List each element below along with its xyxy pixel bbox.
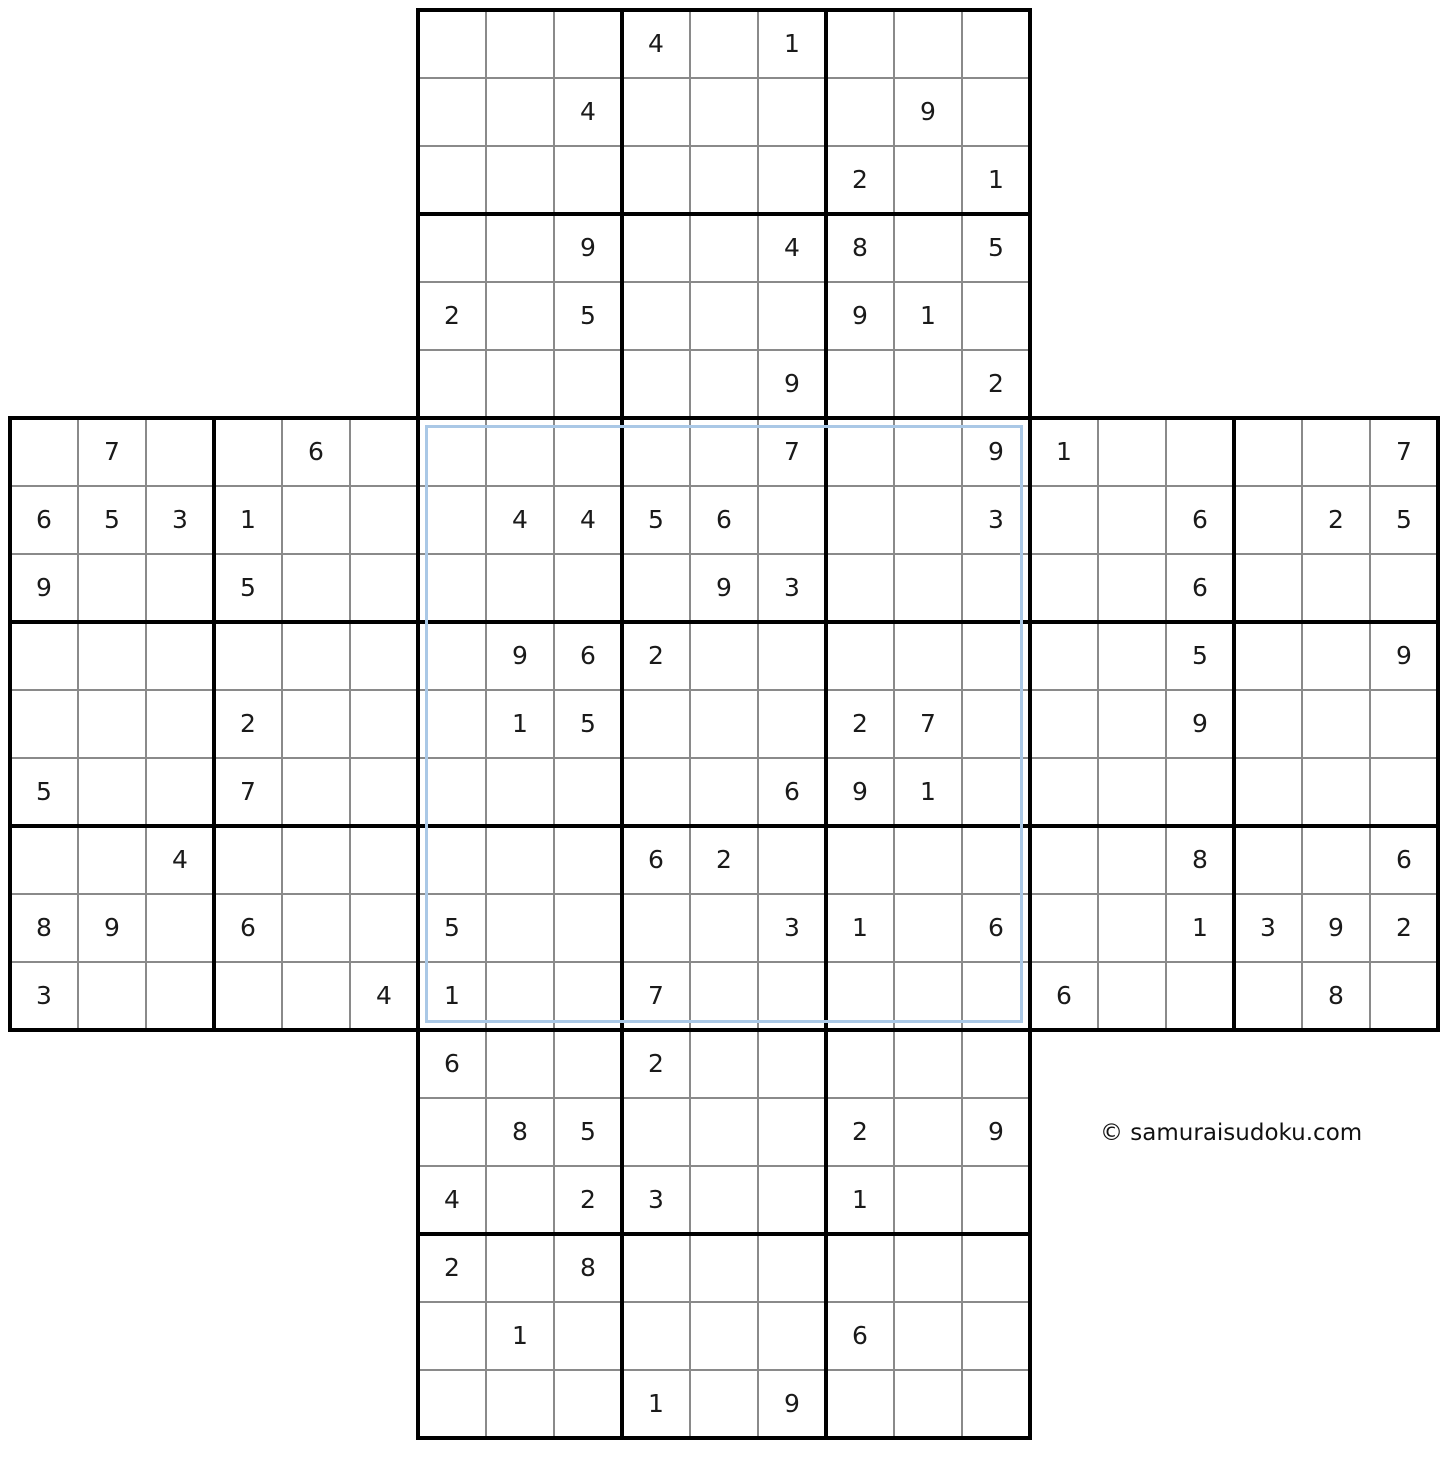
cell-r2-c7[interactable]: [418, 78, 486, 146]
cell-r9-c7[interactable]: [418, 554, 486, 622]
given-digit: 6: [308, 437, 324, 466]
cell-r21-c13[interactable]: [826, 1370, 894, 1438]
cell-r10-c19[interactable]: [1234, 622, 1302, 690]
cell-r15-c3[interactable]: [146, 962, 214, 1030]
cell-r10-c12[interactable]: [758, 622, 826, 690]
cell-r6-c13[interactable]: [826, 350, 894, 418]
cell-r1-c8[interactable]: [486, 10, 554, 78]
cell-r13-c8[interactable]: [486, 826, 554, 894]
cell-r12-c5[interactable]: [282, 758, 350, 826]
cell-r4-c11[interactable]: [690, 214, 758, 282]
given-digit: 7: [648, 981, 664, 1010]
cell-r10-c4[interactable]: [214, 622, 282, 690]
cell-r6-c9[interactable]: [554, 350, 622, 418]
given-digit: 6: [36, 505, 52, 534]
cell-r14-c5[interactable]: [282, 894, 350, 962]
cell-r21-c15[interactable]: [962, 1370, 1030, 1438]
cell-r9-c2[interactable]: [78, 554, 146, 622]
cell-r11-c17[interactable]: [1098, 690, 1166, 758]
cell-r5-c10[interactable]: [622, 282, 690, 350]
cell-r17-c7[interactable]: [418, 1098, 486, 1166]
cell-r16-c13[interactable]: [826, 1030, 894, 1098]
cell-r20-c15[interactable]: [962, 1302, 1030, 1370]
cell-r19-c10[interactable]: [622, 1234, 690, 1302]
given-digit: 9: [852, 777, 868, 806]
given-digit: 9: [1328, 913, 1344, 942]
cell-r19-c15[interactable]: [962, 1234, 1030, 1302]
given-digit: 2: [852, 1117, 868, 1146]
cell-r10-c16[interactable]: [1030, 622, 1098, 690]
cell-r16-c8[interactable]: [486, 1030, 554, 1098]
cell-r12-c21[interactable]: [1370, 758, 1438, 826]
cell-r12-c7[interactable]: [418, 758, 486, 826]
cell-r12-c11[interactable]: [690, 758, 758, 826]
given-digit: 3: [784, 573, 800, 602]
cell-r10-c2[interactable]: [78, 622, 146, 690]
cell-r13-c6[interactable]: [350, 826, 418, 894]
cell-r9-c10[interactable]: [622, 554, 690, 622]
cell-r10-c3[interactable]: [146, 622, 214, 690]
cell-r11-c19[interactable]: [1234, 690, 1302, 758]
given-digit: 3: [36, 981, 52, 1010]
cell-r5-c11[interactable]: [690, 282, 758, 350]
given-digit: 2: [1328, 505, 1344, 534]
given-digit: 5: [444, 913, 460, 942]
given-digit: 5: [1192, 641, 1208, 670]
given-digit: 3: [988, 505, 1004, 534]
cell-r19-c14[interactable]: [894, 1234, 962, 1302]
cell-r18-c14[interactable]: [894, 1166, 962, 1234]
given-digit: 8: [852, 233, 868, 262]
cell-r5-c8[interactable]: [486, 282, 554, 350]
given-digit: 3: [172, 505, 188, 534]
given-digit: 8: [36, 913, 52, 942]
cell-r8-c19[interactable]: [1234, 486, 1302, 554]
given-digit: 3: [648, 1185, 664, 1214]
cell-r13-c9[interactable]: [554, 826, 622, 894]
given-digit: 2: [1396, 913, 1412, 942]
given-digit: 9: [512, 641, 528, 670]
cell-r6-c7[interactable]: [418, 350, 486, 418]
cell-r3-c11[interactable]: [690, 146, 758, 214]
given-digit: 9: [1396, 641, 1412, 670]
cell-r6-c8[interactable]: [486, 350, 554, 418]
given-digit: 3: [1260, 913, 1276, 942]
cell-r3-c7[interactable]: [418, 146, 486, 214]
cell-r7-c9[interactable]: [554, 418, 622, 486]
cell-r1-c14[interactable]: [894, 10, 962, 78]
cell-r12-c9[interactable]: [554, 758, 622, 826]
given-digit: 6: [784, 777, 800, 806]
given-digit: 4: [512, 505, 528, 534]
cell-r7-c8[interactable]: [486, 418, 554, 486]
given-digit: 1: [444, 981, 460, 1010]
given-digit: 5: [580, 1117, 596, 1146]
given-digit: 6: [444, 1049, 460, 1078]
given-digit: 6: [580, 641, 596, 670]
cell-r9-c8[interactable]: [486, 554, 554, 622]
cell-r7-c13[interactable]: [826, 418, 894, 486]
cell-r10-c5[interactable]: [282, 622, 350, 690]
given-digit: 4: [784, 233, 800, 262]
given-digit: 8: [1328, 981, 1344, 1010]
given-digit: 4: [376, 981, 392, 1010]
cell-r4-c10[interactable]: [622, 214, 690, 282]
copyright-text: © samuraisudoku.com: [1100, 1120, 1363, 1146]
given-digit: 9: [1192, 709, 1208, 738]
cell-r17-c14[interactable]: [894, 1098, 962, 1166]
given-digit: 2: [240, 709, 256, 738]
cell-r12-c20[interactable]: [1302, 758, 1370, 826]
given-digit: 1: [512, 1321, 528, 1350]
cell-r9-c6[interactable]: [350, 554, 418, 622]
cell-r5-c12[interactable]: [758, 282, 826, 350]
cell-r11-c7[interactable]: [418, 690, 486, 758]
cell-r11-c12[interactable]: [758, 690, 826, 758]
given-digit: 4: [580, 97, 596, 126]
cell-r8-c16[interactable]: [1030, 486, 1098, 554]
cell-r7-c11[interactable]: [690, 418, 758, 486]
given-digit: 2: [580, 1185, 596, 1214]
given-digit: 2: [648, 1049, 664, 1078]
given-digit: 6: [648, 845, 664, 874]
cell-r10-c15[interactable]: [962, 622, 1030, 690]
given-digit: 6: [716, 505, 732, 534]
cell-r21-c14[interactable]: [894, 1370, 962, 1438]
cell-r9-c3[interactable]: [146, 554, 214, 622]
given-digit: 2: [444, 1253, 460, 1282]
cell-r15-c17[interactable]: [1098, 962, 1166, 1030]
given-digit: 1: [852, 913, 868, 942]
cell-r7-c7[interactable]: [418, 418, 486, 486]
cell-r17-c10[interactable]: [622, 1098, 690, 1166]
given-digit: 6: [240, 913, 256, 942]
cell-r9-c13[interactable]: [826, 554, 894, 622]
cell-r8-c12[interactable]: [758, 486, 826, 554]
given-digit: 7: [104, 437, 120, 466]
cell-r14-c14[interactable]: [894, 894, 962, 962]
cell-r7-c20[interactable]: [1302, 418, 1370, 486]
given-digit: 5: [240, 573, 256, 602]
cell-r4-c7[interactable]: [418, 214, 486, 282]
cell-r13-c15[interactable]: [962, 826, 1030, 894]
cell-r7-c3[interactable]: [146, 418, 214, 486]
cell-r15-c5[interactable]: [282, 962, 350, 1030]
given-digit: 1: [512, 709, 528, 738]
cell-r19-c13[interactable]: [826, 1234, 894, 1302]
cell-r14-c11[interactable]: [690, 894, 758, 962]
cell-r18-c12[interactable]: [758, 1166, 826, 1234]
cell-r18-c11[interactable]: [690, 1166, 758, 1234]
given-digit: 5: [104, 505, 120, 534]
cell-r14-c8[interactable]: [486, 894, 554, 962]
cell-r15-c13[interactable]: [826, 962, 894, 1030]
given-digit: 6: [1396, 845, 1412, 874]
cell-r7-c4[interactable]: [214, 418, 282, 486]
cell-r9-c20[interactable]: [1302, 554, 1370, 622]
given-digit: 6: [1192, 573, 1208, 602]
cell-r12-c19[interactable]: [1234, 758, 1302, 826]
cell-r9-c17[interactable]: [1098, 554, 1166, 622]
cell-r13-c7[interactable]: [418, 826, 486, 894]
cell-r8-c14[interactable]: [894, 486, 962, 554]
cell-r11-c20[interactable]: [1302, 690, 1370, 758]
cell-r21-c7[interactable]: [418, 1370, 486, 1438]
cell-r6-c10[interactable]: [622, 350, 690, 418]
cell-r20-c7[interactable]: [418, 1302, 486, 1370]
cell-r15-c8[interactable]: [486, 962, 554, 1030]
cell-r10-c11[interactable]: [690, 622, 758, 690]
cell-r11-c10[interactable]: [622, 690, 690, 758]
given-digit: 3: [784, 913, 800, 942]
cell-r12-c10[interactable]: [622, 758, 690, 826]
cell-r8-c6[interactable]: [350, 486, 418, 554]
cell-r19-c8[interactable]: [486, 1234, 554, 1302]
cell-r18-c15[interactable]: [962, 1166, 1030, 1234]
cell-r8-c13[interactable]: [826, 486, 894, 554]
given-digit: 1: [1192, 913, 1208, 942]
cell-r20-c12[interactable]: [758, 1302, 826, 1370]
given-digit: 4: [580, 505, 596, 534]
cell-r13-c14[interactable]: [894, 826, 962, 894]
cell-r12-c8[interactable]: [486, 758, 554, 826]
cell-r2-c8[interactable]: [486, 78, 554, 146]
given-digit: 5: [1396, 505, 1412, 534]
cell-r11-c3[interactable]: [146, 690, 214, 758]
cell-r6-c14[interactable]: [894, 350, 962, 418]
cell-r10-c6[interactable]: [350, 622, 418, 690]
given-digit: 9: [580, 233, 596, 262]
cell-r16-c12[interactable]: [758, 1030, 826, 1098]
given-digit: 1: [920, 777, 936, 806]
cell-r7-c14[interactable]: [894, 418, 962, 486]
cell-r15-c14[interactable]: [894, 962, 962, 1030]
given-digit: 9: [784, 369, 800, 398]
given-digit: 1: [920, 301, 936, 330]
cell-r1-c13[interactable]: [826, 10, 894, 78]
cell-r3-c12[interactable]: [758, 146, 826, 214]
cell-r15-c4[interactable]: [214, 962, 282, 1030]
cell-r13-c16[interactable]: [1030, 826, 1098, 894]
cell-r14-c6[interactable]: [350, 894, 418, 962]
cell-r12-c2[interactable]: [78, 758, 146, 826]
cell-r15-c21[interactable]: [1370, 962, 1438, 1030]
given-digit: 2: [648, 641, 664, 670]
cell-r17-c11[interactable]: [690, 1098, 758, 1166]
cell-r9-c14[interactable]: [894, 554, 962, 622]
cell-r9-c21[interactable]: [1370, 554, 1438, 622]
given-digit: 4: [444, 1185, 460, 1214]
cell-r16-c15[interactable]: [962, 1030, 1030, 1098]
cell-r5-c15[interactable]: [962, 282, 1030, 350]
cell-r15-c18[interactable]: [1166, 962, 1234, 1030]
cell-r11-c16[interactable]: [1030, 690, 1098, 758]
given-digit: 1: [988, 165, 1004, 194]
cell-r7-c19[interactable]: [1234, 418, 1302, 486]
given-digit: 7: [240, 777, 256, 806]
given-digit: 6: [988, 913, 1004, 942]
cell-r10-c13[interactable]: [826, 622, 894, 690]
cell-r2-c13[interactable]: [826, 78, 894, 146]
cell-r1-c15[interactable]: [962, 10, 1030, 78]
cell-r14-c3[interactable]: [146, 894, 214, 962]
given-digit: 8: [1192, 845, 1208, 874]
cell-r3-c10[interactable]: [622, 146, 690, 214]
given-digit: 7: [1396, 437, 1412, 466]
cell-r11-c11[interactable]: [690, 690, 758, 758]
cell-r8-c7[interactable]: [418, 486, 486, 554]
cell-r15-c15[interactable]: [962, 962, 1030, 1030]
given-digit: 4: [172, 845, 188, 874]
cell-r16-c9[interactable]: [554, 1030, 622, 1098]
given-digit: 9: [716, 573, 732, 602]
cell-r16-c14[interactable]: [894, 1030, 962, 1098]
cell-r13-c2[interactable]: [78, 826, 146, 894]
cell-r15-c12[interactable]: [758, 962, 826, 1030]
cell-r4-c14[interactable]: [894, 214, 962, 282]
cell-r13-c5[interactable]: [282, 826, 350, 894]
cell-r11-c6[interactable]: [350, 690, 418, 758]
cell-r7-c17[interactable]: [1098, 418, 1166, 486]
cell-r20-c11[interactable]: [690, 1302, 758, 1370]
cell-r1-c11[interactable]: [690, 10, 758, 78]
cell-r2-c11[interactable]: [690, 78, 758, 146]
given-digit: 9: [36, 573, 52, 602]
cell-r12-c15[interactable]: [962, 758, 1030, 826]
cell-r13-c1[interactable]: [10, 826, 78, 894]
cell-r7-c18[interactable]: [1166, 418, 1234, 486]
cell-r2-c10[interactable]: [622, 78, 690, 146]
given-digit: 9: [852, 301, 868, 330]
cell-r6-c11[interactable]: [690, 350, 758, 418]
given-digit: 9: [920, 97, 936, 126]
given-digit: 5: [36, 777, 52, 806]
cell-r9-c16[interactable]: [1030, 554, 1098, 622]
cell-r13-c13[interactable]: [826, 826, 894, 894]
cell-r20-c9[interactable]: [554, 1302, 622, 1370]
cell-r1-c7[interactable]: [418, 10, 486, 78]
cell-r16-c11[interactable]: [690, 1030, 758, 1098]
given-digit: 1: [240, 505, 256, 534]
cell-r11-c5[interactable]: [282, 690, 350, 758]
cell-r7-c1[interactable]: [10, 418, 78, 486]
cell-r9-c5[interactable]: [282, 554, 350, 622]
cell-r8-c17[interactable]: [1098, 486, 1166, 554]
cell-r12-c3[interactable]: [146, 758, 214, 826]
cell-r19-c12[interactable]: [758, 1234, 826, 1302]
given-digit: 9: [988, 437, 1004, 466]
cell-r12-c18[interactable]: [1166, 758, 1234, 826]
given-digit: 9: [988, 1117, 1004, 1146]
given-digit: 8: [512, 1117, 528, 1146]
cell-r10-c17[interactable]: [1098, 622, 1166, 690]
cell-r21-c9[interactable]: [554, 1370, 622, 1438]
given-digit: 5: [580, 301, 596, 330]
cell-r11-c21[interactable]: [1370, 690, 1438, 758]
given-digit: 1: [1056, 437, 1072, 466]
cell-r2-c12[interactable]: [758, 78, 826, 146]
given-digit: 8: [580, 1253, 596, 1282]
cell-r14-c10[interactable]: [622, 894, 690, 962]
cell-r7-c6[interactable]: [350, 418, 418, 486]
cell-r3-c9[interactable]: [554, 146, 622, 214]
cell-r12-c17[interactable]: [1098, 758, 1166, 826]
cell-r11-c15[interactable]: [962, 690, 1030, 758]
given-digit: 6: [1192, 505, 1208, 534]
cell-r19-c11[interactable]: [690, 1234, 758, 1302]
given-digit: 1: [784, 29, 800, 58]
cell-r13-c4[interactable]: [214, 826, 282, 894]
cell-r10-c20[interactable]: [1302, 622, 1370, 690]
cell-r14-c17[interactable]: [1098, 894, 1166, 962]
given-digit: 9: [104, 913, 120, 942]
cell-r2-c15[interactable]: [962, 78, 1030, 146]
given-digit: 4: [648, 29, 664, 58]
cell-r20-c14[interactable]: [894, 1302, 962, 1370]
cell-r12-c16[interactable]: [1030, 758, 1098, 826]
cell-r18-c8[interactable]: [486, 1166, 554, 1234]
cell-r3-c8[interactable]: [486, 146, 554, 214]
cell-r14-c9[interactable]: [554, 894, 622, 962]
cell-r10-c14[interactable]: [894, 622, 962, 690]
cell-r15-c2[interactable]: [78, 962, 146, 1030]
cell-r8-c5[interactable]: [282, 486, 350, 554]
given-digit: 6: [1056, 981, 1072, 1010]
cell-r13-c17[interactable]: [1098, 826, 1166, 894]
cell-r15-c19[interactable]: [1234, 962, 1302, 1030]
given-digit: 7: [920, 709, 936, 738]
cell-r15-c11[interactable]: [690, 962, 758, 1030]
given-digit: 5: [648, 505, 664, 534]
cell-r3-c14[interactable]: [894, 146, 962, 214]
cell-r12-c6[interactable]: [350, 758, 418, 826]
cell-r7-c10[interactable]: [622, 418, 690, 486]
cell-r21-c11[interactable]: [690, 1370, 758, 1438]
cell-r10-c7[interactable]: [418, 622, 486, 690]
cell-r10-c1[interactable]: [10, 622, 78, 690]
cell-r9-c19[interactable]: [1234, 554, 1302, 622]
given-digit: 9: [784, 1389, 800, 1418]
cell-r20-c10[interactable]: [622, 1302, 690, 1370]
given-digit: 7: [784, 437, 800, 466]
cell-r17-c12[interactable]: [758, 1098, 826, 1166]
cell-r11-c2[interactable]: [78, 690, 146, 758]
given-digit: 1: [648, 1389, 664, 1418]
cell-r4-c8[interactable]: [486, 214, 554, 282]
cell-r13-c20[interactable]: [1302, 826, 1370, 894]
given-digit: 5: [988, 233, 1004, 262]
cell-r11-c1[interactable]: [10, 690, 78, 758]
given-digit: 1: [852, 1185, 868, 1214]
cell-r13-c19[interactable]: [1234, 826, 1302, 894]
given-digit: 2: [716, 845, 732, 874]
cell-r14-c16[interactable]: [1030, 894, 1098, 962]
cell-r9-c15[interactable]: [962, 554, 1030, 622]
given-digit: 2: [852, 165, 868, 194]
given-digit: 5: [580, 709, 596, 738]
cell-r9-c9[interactable]: [554, 554, 622, 622]
cell-r13-c12[interactable]: [758, 826, 826, 894]
cell-r21-c8[interactable]: [486, 1370, 554, 1438]
given-digit: 2: [988, 369, 1004, 398]
given-digit: 2: [852, 709, 868, 738]
given-digit: 6: [852, 1321, 868, 1350]
given-digit: 2: [444, 301, 460, 330]
cell-r1-c9[interactable]: [554, 10, 622, 78]
cell-r15-c9[interactable]: [554, 962, 622, 1030]
